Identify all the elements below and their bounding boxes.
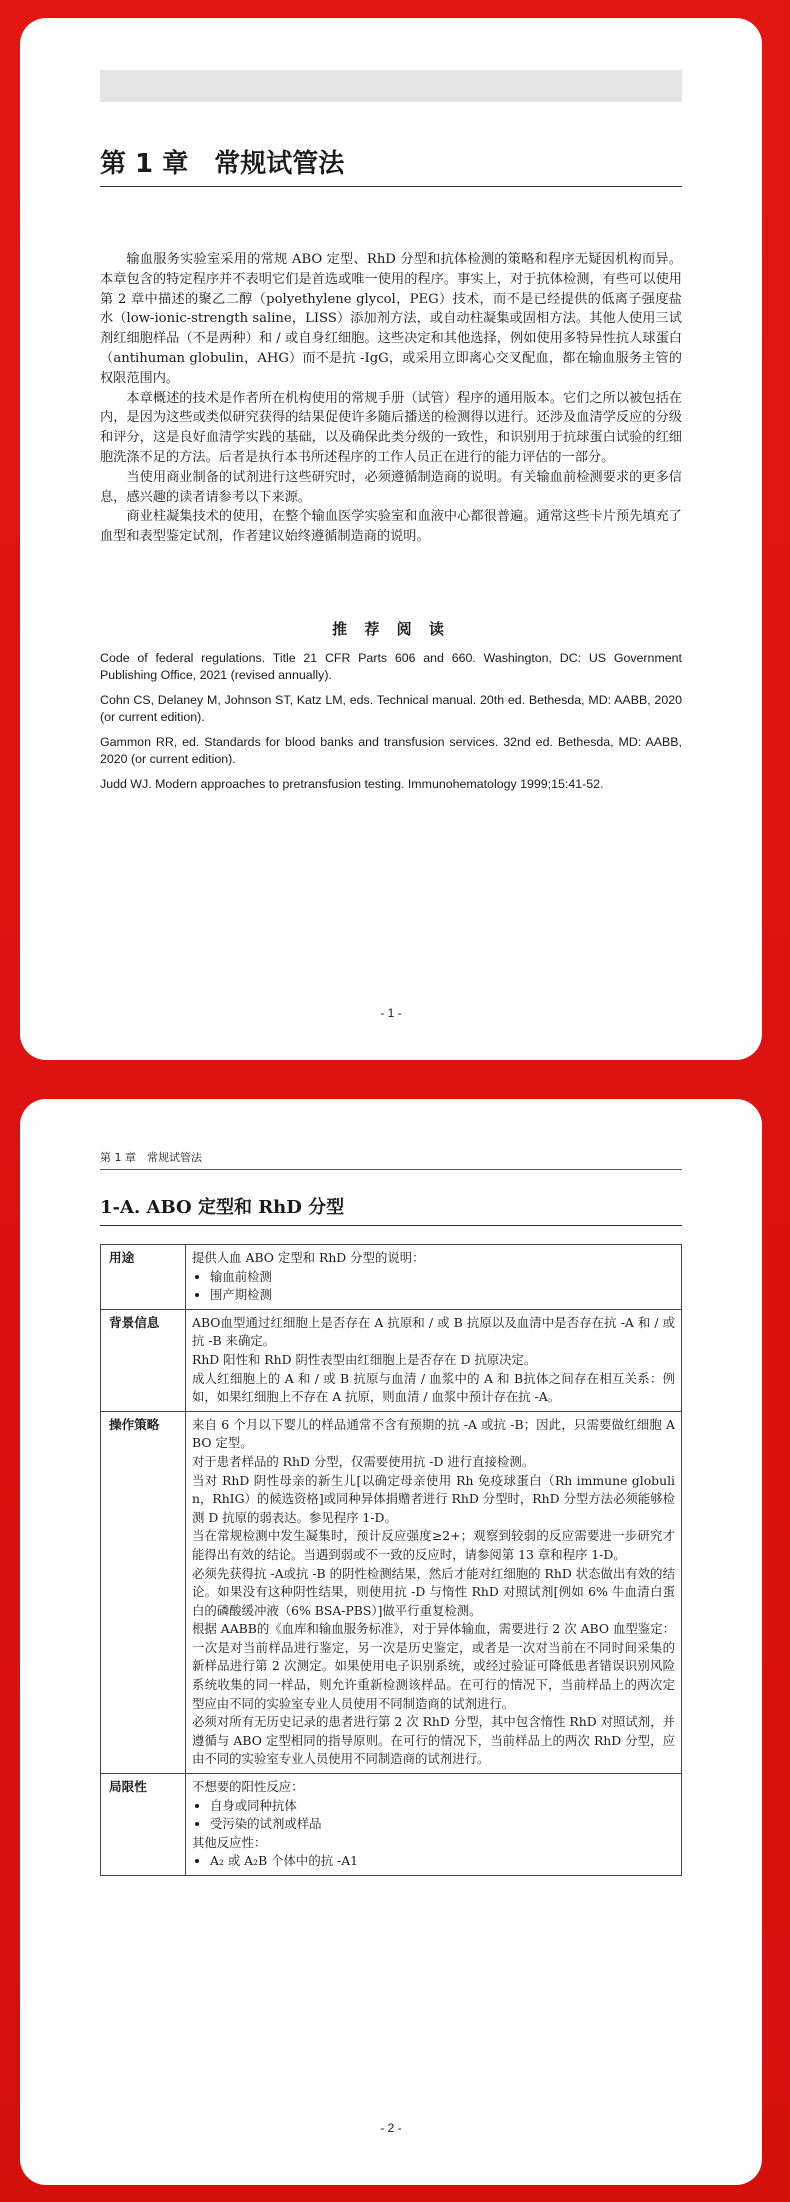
bullet-list [192, 1852, 675, 1871]
chapter-title: 第 1 章 常规试管法 [100, 146, 682, 187]
intro-paragraph: 商业柱凝集技术的使用，在整个输血医学实验室和血液中心都很普遍。通常这些卡片预先填充了血型和表型鉴定试剂，作者建议始终遵循制造商的说明。 [100, 509, 682, 545]
page-header-bar [100, 70, 682, 102]
section-title: 1-A. ABO 定型和 RhD 分型 [100, 1195, 682, 1226]
row-paragraph: 其他反应性： [192, 1834, 267, 1850]
bullet-item: • 自身或同种抗体 [210, 1797, 675, 1816]
bullet-item: • A₂ 或 A₂B 个体中的抗 -A1 [210, 1852, 675, 1871]
row-content [186, 1411, 682, 1773]
row-paragraph: 对于患者样品的 RhD 分型，仅需要使用抗 -D 进行直接检测。 [192, 1453, 535, 1469]
table-row [101, 1774, 682, 1876]
row-label: 操作策略 [101, 1411, 186, 1773]
row-paragraph: 不想要的阳性反应： [192, 1779, 304, 1795]
reference-item: Judd WJ. Modern approaches to pretransfusion testing. Immunohematology 1999;15:41-52. [100, 777, 604, 791]
row-paragraph: ABO血型通过红细胞上是否存在 A 抗原和 / 或 B 抗原以及血清中是否存在抗 -A 和 / 或抗 -B 来确定。 [192, 1314, 675, 1349]
reference-item: Code of federal regulations. Title 21 CFR Parts 606 and 660. Washington, DC: US Government Publishing Office, 2021 (revised annually). [100, 651, 682, 682]
row-paragraph: 成人红细胞上的 A 和 / 或 B 抗原与血清 / 血浆中的 A 和 B抗体之间存在相互关系：例如，如果红细胞上不存在 A 抗原，则血清 / 血浆中预计存在抗 -A。 [192, 1370, 675, 1405]
row-paragraph: 必须对所有无历史记录的患者进行第 2 次 RhD 分型，其中包含惰性 RhD 对照试剂，并遵循与 ABO 定型相同的指导原则。在可行的情况下，当前样品上的两次 RhD 分型，应由不同的实验室专业人员使用不同制造商的试剂进行。 [192, 1714, 675, 1767]
recommended-reading-heading: 推 荐 阅 读 [332, 620, 450, 638]
running-head: 第 1 章 常规试管法 [100, 1149, 682, 1170]
row-paragraph: 提供人血 ABO 定型和 RhD 分型的说明： [192, 1250, 425, 1265]
table-row [101, 1411, 682, 1773]
bullet-item: • 围产期检测 [210, 1286, 675, 1305]
row-paragraph: 来自 6 个月以下婴儿的样品通常不含有预期的抗 -A 或抗 -B；因此，只需要做红细胞 ABO 定型。 [192, 1416, 675, 1451]
intro-text [100, 250, 682, 547]
page-number: - 2 - [380, 2121, 402, 2135]
intro-paragraph: 输血服务实验室采用的常规 ABO 定型、RhD 分型和抗体检测的策略和程序无疑因机构而异。本章包含的特定程序并不表明它们是首选或唯一使用的程序。事实上，对于抗体检测，有些可以使用第 2 章中描述的聚乙二醇（polyethylene glycol，PEG）技术，而不是已经提供的低离子强度盐水（low-ionic-strength saline，LISS）添加剂方法，或自动柱凝集或固相方法。其他人使用三试剂红细胞样品（不是两种）和 / 或自身红细胞。这些决定和其他选择，例如使用多特异性抗人球蛋白（antihuman globulin，AHG）而不是抗 -IgG，或采用立即离心交叉配血，都在输血服务主管的权限范围内。 [100, 252, 682, 386]
bullet-list [192, 1797, 675, 1834]
reference-item: Gammon RR, ed. Standards for blood banks and transfusion services. 32nd ed. Bethesda, MD: AABB, 2020 (or current edition). [100, 735, 682, 766]
row-label: 局限性 [101, 1774, 186, 1876]
bullet-list [192, 1268, 675, 1305]
row-content [186, 1309, 682, 1411]
row-paragraph: RhD 阳性和 RhD 阴性表型由红细胞上是否存在 D 抗原决定。 [192, 1351, 537, 1367]
row-content [186, 1245, 682, 1310]
row-paragraph: 根据 AABB的《血库和输血服务标准》，对于异体输血，需要进行 2 次 ABO 血型鉴定：一次是对当前样品进行鉴定，另一次是历史鉴定，或者是一次对当前在不同时间采集的新样品进行第 2 次测定。如果使用电子识别系统，或经过验证可降低患者错误识别风险系统收集的同一样品，则允许重新检测该样品。在可行的情况下，当前样品上的两次定型应由不同的实验室专业人员使用不同制造商的试剂进行。 [192, 1621, 675, 1711]
page-2 [20, 1099, 762, 2185]
row-label: 用途 [101, 1245, 186, 1310]
page-1 [20, 18, 762, 1060]
row-paragraph: 当在常规检测中发生凝集时，预计反应强度≥2+；观察到较弱的反应需要进一步研究才能得出有效的结论。当遇到弱或不一致的反应时，请参阅第 13 章和程序 1-D。 [192, 1528, 675, 1562]
bullet-item: • 受污染的试剂或样品 [210, 1815, 675, 1834]
bullet-item: • 输血前检测 [210, 1268, 675, 1287]
page-number: - 1 - [380, 1006, 402, 1020]
reference-list [100, 650, 682, 801]
table-row [101, 1309, 682, 1411]
intro-paragraph: 当使用商业制备的试剂进行这些研究时，必须遵循制造商的说明。有关输血前检测要求的更多信息，感兴趣的读者请参考以下来源。 [100, 469, 682, 505]
table-row [101, 1245, 682, 1310]
reference-item: Cohn CS, Delaney M, Johnson ST, Katz LM, eds. Technical manual. 20th ed. Bethesda, MD: AABB, 2020 (or current edition). [100, 693, 682, 724]
row-paragraph: 当对 RhD 阴性母亲的新生儿[以确定母亲使用 Rh 免疫球蛋白（Rh immune globulin，RhIG）的候选资格]或同种异体捐赠者进行 RhD 分型时，RhD 分型方法必须能够检测 D 抗原的弱表达。参见程序 1-D。 [192, 1472, 675, 1525]
intro-paragraph: 本章概述的技术是作者所在机构使用的常规手册（试管）程序的通用版本。它们之所以被包括在内，是因为这些或类似研究获得的结果促使许多随后播送的检测得以进行。还涉及血清学反应的分级和评分，这是良好血清学实践的基础，以及确保此类分级的一致性，和识别用于抗球蛋白试验的红细胞洗涤不足的方法。后者是执行本书所述程序的工作人员正在进行的能力评估的一部分。 [100, 390, 682, 465]
row-label: 背景信息 [101, 1309, 186, 1411]
row-content [186, 1774, 682, 1876]
procedure-table [100, 1244, 682, 1876]
row-paragraph: 必须先获得抗 -A或抗 -B 的阴性检测结果，然后才能对红细胞的 RhD 状态做出有效的结论。如果没有这种阴性结果，则使用抗 -D 与惰性 RhD 对照试剂[例如 6% 牛血清白蛋白的磷酸缓冲液（6% BSA-PBS）]做平行重复检测。 [192, 1565, 675, 1618]
